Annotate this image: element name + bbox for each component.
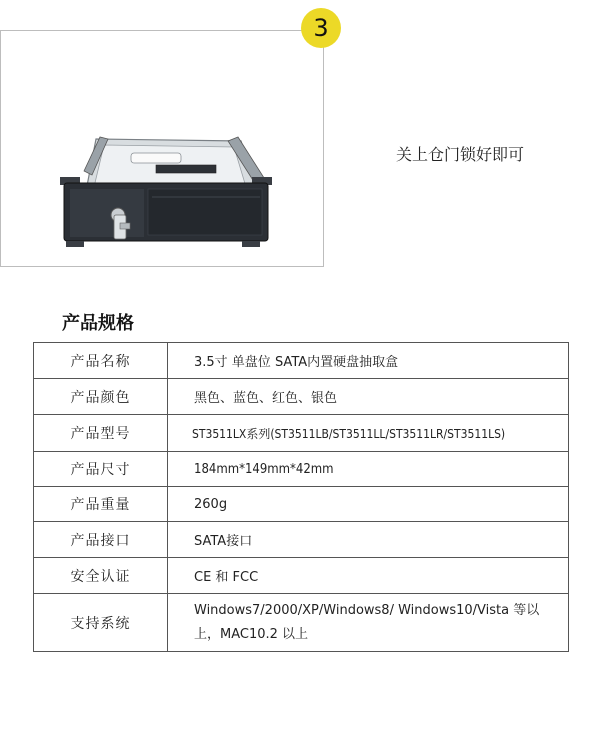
spec-value: 黑色、蓝色、红色、银色 <box>168 379 569 415</box>
spec-row-os <box>34 594 569 652</box>
spec-row-interface <box>34 522 569 558</box>
spec-value: 184mm*149mm*42mm <box>168 452 569 487</box>
spec-label: 产品名称 <box>34 343 168 379</box>
spec-row-weight <box>34 487 569 522</box>
step-card <box>0 30 324 267</box>
spec-label: 产品颜色 <box>34 379 168 415</box>
spec-label: 安全认证 <box>34 558 168 594</box>
spec-heading: 产品规格 <box>62 313 134 334</box>
step-number-badge: 3 <box>301 8 341 48</box>
spec-value: 3.5寸 单盘位 SATA内置硬盘抽取盒 <box>168 343 569 379</box>
spec-label: 产品接口 <box>34 522 168 558</box>
spec-value: SATA接口 <box>168 522 569 558</box>
spec-row-size <box>34 452 569 487</box>
spec-label: 产品重量 <box>34 487 168 522</box>
spec-label: 产品型号 <box>34 415 168 452</box>
spec-row-model <box>34 415 569 452</box>
spec-row-name <box>34 343 569 379</box>
spec-label: 产品尺寸 <box>34 452 168 487</box>
step-caption: 关上仓门锁好即可 <box>396 145 525 164</box>
spec-value: ST3511LX系列(ST3511LB/ST3511LL/ST3511LR/ST3511LS) <box>168 415 569 452</box>
spec-row-color <box>34 379 569 415</box>
spec-value: 260g <box>168 487 569 522</box>
product-photo <box>56 131 276 251</box>
spec-row-certification <box>34 558 569 594</box>
spec-table <box>33 342 569 652</box>
spec-value: CE 和 FCC <box>168 558 569 594</box>
spec-label: 支持系统 <box>34 594 168 652</box>
spec-value: Windows7/2000/XP/Windows8/ Windows10/Vista 等以上，MAC10.2 以上 <box>168 594 569 652</box>
